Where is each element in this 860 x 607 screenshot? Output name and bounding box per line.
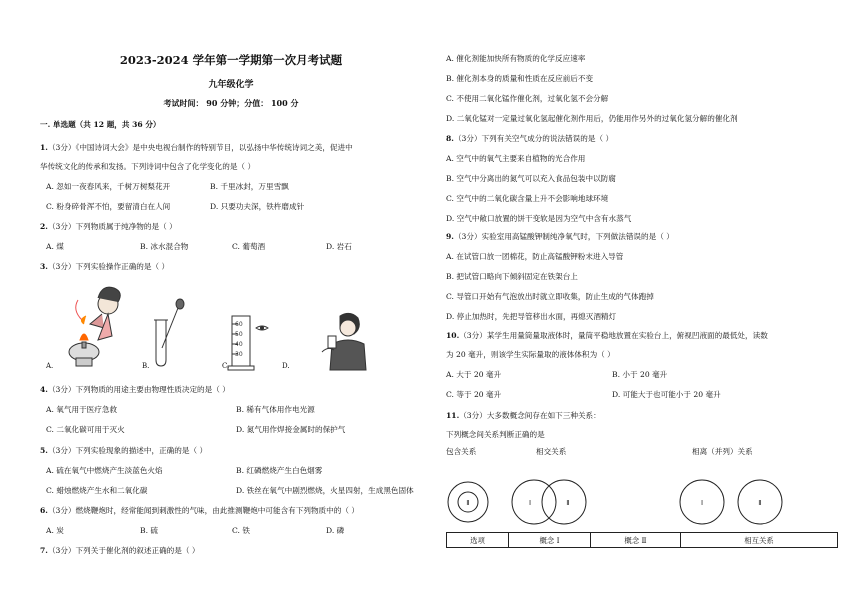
- figure-b-label: B.: [142, 362, 150, 370]
- q2-option-b: B. 冰水混合物: [140, 242, 189, 251]
- cross-roman-2: Ⅱ: [566, 499, 570, 507]
- question-3-stem: [40, 262, 169, 272]
- question-number: 5.: [40, 446, 48, 455]
- question-text: （3分）实验室用高锰酸钾制纯净氧气时，下列做法错误的是（ ）: [453, 232, 674, 241]
- question-number: 3.: [40, 262, 48, 271]
- figure-a-label: A.: [46, 362, 54, 370]
- section-heading: 一. 单选题（共 12 题，共 36 分）: [40, 120, 161, 129]
- question-4-stem: [40, 385, 230, 395]
- q10-option-b: B. 小于 20 毫升: [612, 370, 668, 379]
- q4-option-c: C. 二氧化碳可用于灭火: [46, 425, 125, 434]
- q8-option-b: B. 空气中分离出的氮气可以充入食品包装中以防腐: [446, 174, 616, 183]
- q7-option-a: A. 催化剂能加快所有物质的化学反应速率: [446, 54, 586, 63]
- question-text: （3分）某学生用量筒量取液体时，量筒平稳地放置在实验台上，俯视凹液面的最低处，读数: [459, 331, 768, 340]
- question-text: （3分）《中国诗词大会》是中央电视台制作的特别节目，以弘扬中华传统诗词之美，促进中: [47, 143, 353, 152]
- question-10-stem-cont: 为 20 毫升，则该学生实际量取的液体体积为（ ）: [446, 350, 615, 359]
- cyl-tick-50: 50: [235, 331, 243, 338]
- question-8-stem: [446, 134, 613, 144]
- q2-option-c: C. 葡萄酒: [232, 242, 266, 251]
- q1-option-a: A. 忽如一夜春风来，千树万树梨花开: [46, 182, 171, 191]
- question-text: （3分）下列物质属于纯净物的是（ ）: [47, 222, 177, 231]
- table-header-concept-2: 概念 Ⅱ: [591, 533, 681, 548]
- q2-option-d: D. 岩石: [326, 242, 352, 251]
- figure-b-test-tube: [148, 298, 208, 370]
- q9-option-a: A. 在试管口放一团棉花，防止高锰酸钾粉末进入导管: [446, 252, 624, 261]
- q10-option-d: D. 可能大于也可能小于 20 毫升: [612, 390, 721, 399]
- table-row: [447, 533, 838, 548]
- exam-subject: 九年级化学: [208, 80, 254, 90]
- figure-d-label: D.: [282, 362, 290, 370]
- q8-option-a: A. 空气中的氧气主要来自植物的光合作用: [446, 154, 586, 163]
- question-text: （3分）下列实验现象的描述中，正确的是（ ）: [47, 446, 208, 455]
- q6-option-b: B. 硫: [140, 526, 159, 535]
- table-header-relation: 相互关系: [681, 533, 838, 548]
- question-11-stem: [446, 411, 601, 421]
- question-number: 6.: [40, 506, 48, 515]
- cross-roman-1: Ⅰ: [528, 499, 532, 507]
- question-text: （3分）燃烧鞭炮时，经常能闻到刺激性的气味，由此推测鞭炮中可能含有下列物质中的（ ）: [47, 506, 359, 515]
- relation-cross-label: 相交关系: [536, 447, 567, 456]
- exam-meta: 考试时间： 90 分钟；分值： 100 分: [163, 98, 299, 108]
- relation-separate-label: 相离（并列）关系: [692, 447, 753, 456]
- question-text: （3分）下列有关空气成分的说法错误的是（ ）: [453, 134, 614, 143]
- figure-a-lighting-lamp: [52, 280, 144, 372]
- q10-option-c: C. 等于 20 毫升: [446, 390, 502, 399]
- question-number: 4.: [40, 385, 48, 394]
- question-text: （3分）大多数概念间存在如下三种关系：: [459, 411, 601, 420]
- cross-circle-1: [512, 480, 556, 524]
- q5-option-c: C. 蜡烛燃烧产生水和二氧化碳: [46, 486, 148, 495]
- question-number: 9.: [446, 232, 454, 241]
- q4-option-a: A. 氧气用于医疗急救: [46, 405, 118, 414]
- q5-option-a: A. 硫在氧气中燃烧产生淡蓝色火焰: [46, 466, 163, 475]
- answer-table: [446, 532, 838, 548]
- relation-contain-label: 包含关系: [446, 447, 477, 456]
- q1-option-b: B. 千里冰封，万里雪飘: [210, 182, 289, 191]
- question-7-stem: [40, 546, 199, 556]
- question-number: 10.: [446, 331, 460, 340]
- q8-option-c: C. 空气中的二氧化碳含量上升不会影响地球环境: [446, 194, 609, 203]
- cyl-tick-40: 40: [235, 341, 243, 348]
- question-number: 7.: [40, 546, 48, 555]
- q10-option-a: A. 大于 20 毫升: [446, 370, 502, 379]
- q7-option-c: C. 不使用二氧化锰作催化剂，过氧化氢不会分解: [446, 94, 609, 103]
- question-number: 2.: [40, 222, 48, 231]
- question-text: （3分）下列实验操作正确的是（ ）: [47, 262, 170, 271]
- question-6-stem: [40, 506, 359, 516]
- q4-option-b: B. 稀有气体用作电光源: [236, 405, 315, 414]
- cyl-tick-30: 30: [235, 351, 243, 358]
- question-number: 1.: [40, 143, 48, 152]
- question-1-stem-cont: 华传统文化的传承和发扬。下列诗词中包含了化学变化的是（ ）: [40, 162, 256, 171]
- question-number: 11.: [446, 411, 460, 420]
- q1-option-c: C. 粉身碎骨浑不怕，要留清白在人间: [46, 202, 171, 211]
- figure-d-person-smelling: [302, 310, 372, 372]
- q9-option-d: D. 停止加热时，先把导管移出水面，再熄灭酒精灯: [446, 312, 617, 321]
- q6-option-d: D. 磷: [326, 526, 345, 535]
- question-9-stem: [446, 232, 674, 242]
- cross-circle-2: [542, 480, 586, 524]
- q4-option-d: D. 氮气用作焊接金属时的保护气: [236, 425, 346, 434]
- question-5-stem: [40, 446, 207, 456]
- question-11-line2: 下列概念间关系判断正确的是: [446, 430, 545, 439]
- contain-roman-2: Ⅱ: [466, 499, 470, 507]
- q8-option-d: D. 空气中敞口放置的饼干变软是因为空气中含有水蒸气: [446, 214, 632, 223]
- figure-c-graduated-cylinder: [226, 314, 286, 372]
- question-text: （3分）下列物质的用途主要由物理性质决定的是（ ）: [47, 385, 230, 394]
- question-10-stem: [446, 331, 768, 341]
- table-header-concept-1: 概念 Ⅰ: [509, 533, 591, 548]
- figure-c-label: C.: [222, 362, 230, 370]
- q1-option-d: D. 只要功夫深，铁杵磨成针: [210, 202, 305, 211]
- q7-option-b: B. 催化剂本身的质量和性质在反应前后不变: [446, 74, 594, 83]
- question-1-stem: [40, 143, 353, 153]
- cyl-tick-60: 60: [235, 321, 243, 328]
- q5-option-d: D. 铁丝在氧气中剧烈燃烧，火星四射，生成黑色固体: [236, 486, 414, 495]
- question-text: （3分）下列关于催化剂的叙述正确的是（ ）: [47, 546, 200, 555]
- question-2-stem: [40, 222, 177, 232]
- q9-option-b: B. 把试管口略向下倾斜固定在铁架台上: [446, 272, 578, 281]
- question-number: 8.: [446, 134, 454, 143]
- q6-option-c: C. 铁: [232, 526, 250, 535]
- q5-option-b: B. 红磷燃烧产生白色烟雾: [236, 466, 323, 475]
- q6-option-a: A. 炭: [46, 526, 64, 535]
- table-header-option: 选项: [447, 533, 509, 548]
- concept-relations-diagram: [446, 478, 838, 528]
- exam-title: 2023-2024 学年第一学期第一次月考试题: [119, 53, 343, 67]
- separate-roman-2: Ⅱ: [758, 499, 762, 507]
- separate-roman-1: Ⅰ: [700, 499, 704, 507]
- q7-option-d: D. 二氧化锰对一定量过氧化氢起催化剂作用后，仍能用作另外的过氧化氢分解的催化剂: [446, 114, 738, 123]
- q2-option-a: A. 煤: [46, 242, 64, 251]
- q9-option-c: C. 导管口开始有气泡放出时就立即收集，防止生成的气体跑掉: [446, 292, 654, 301]
